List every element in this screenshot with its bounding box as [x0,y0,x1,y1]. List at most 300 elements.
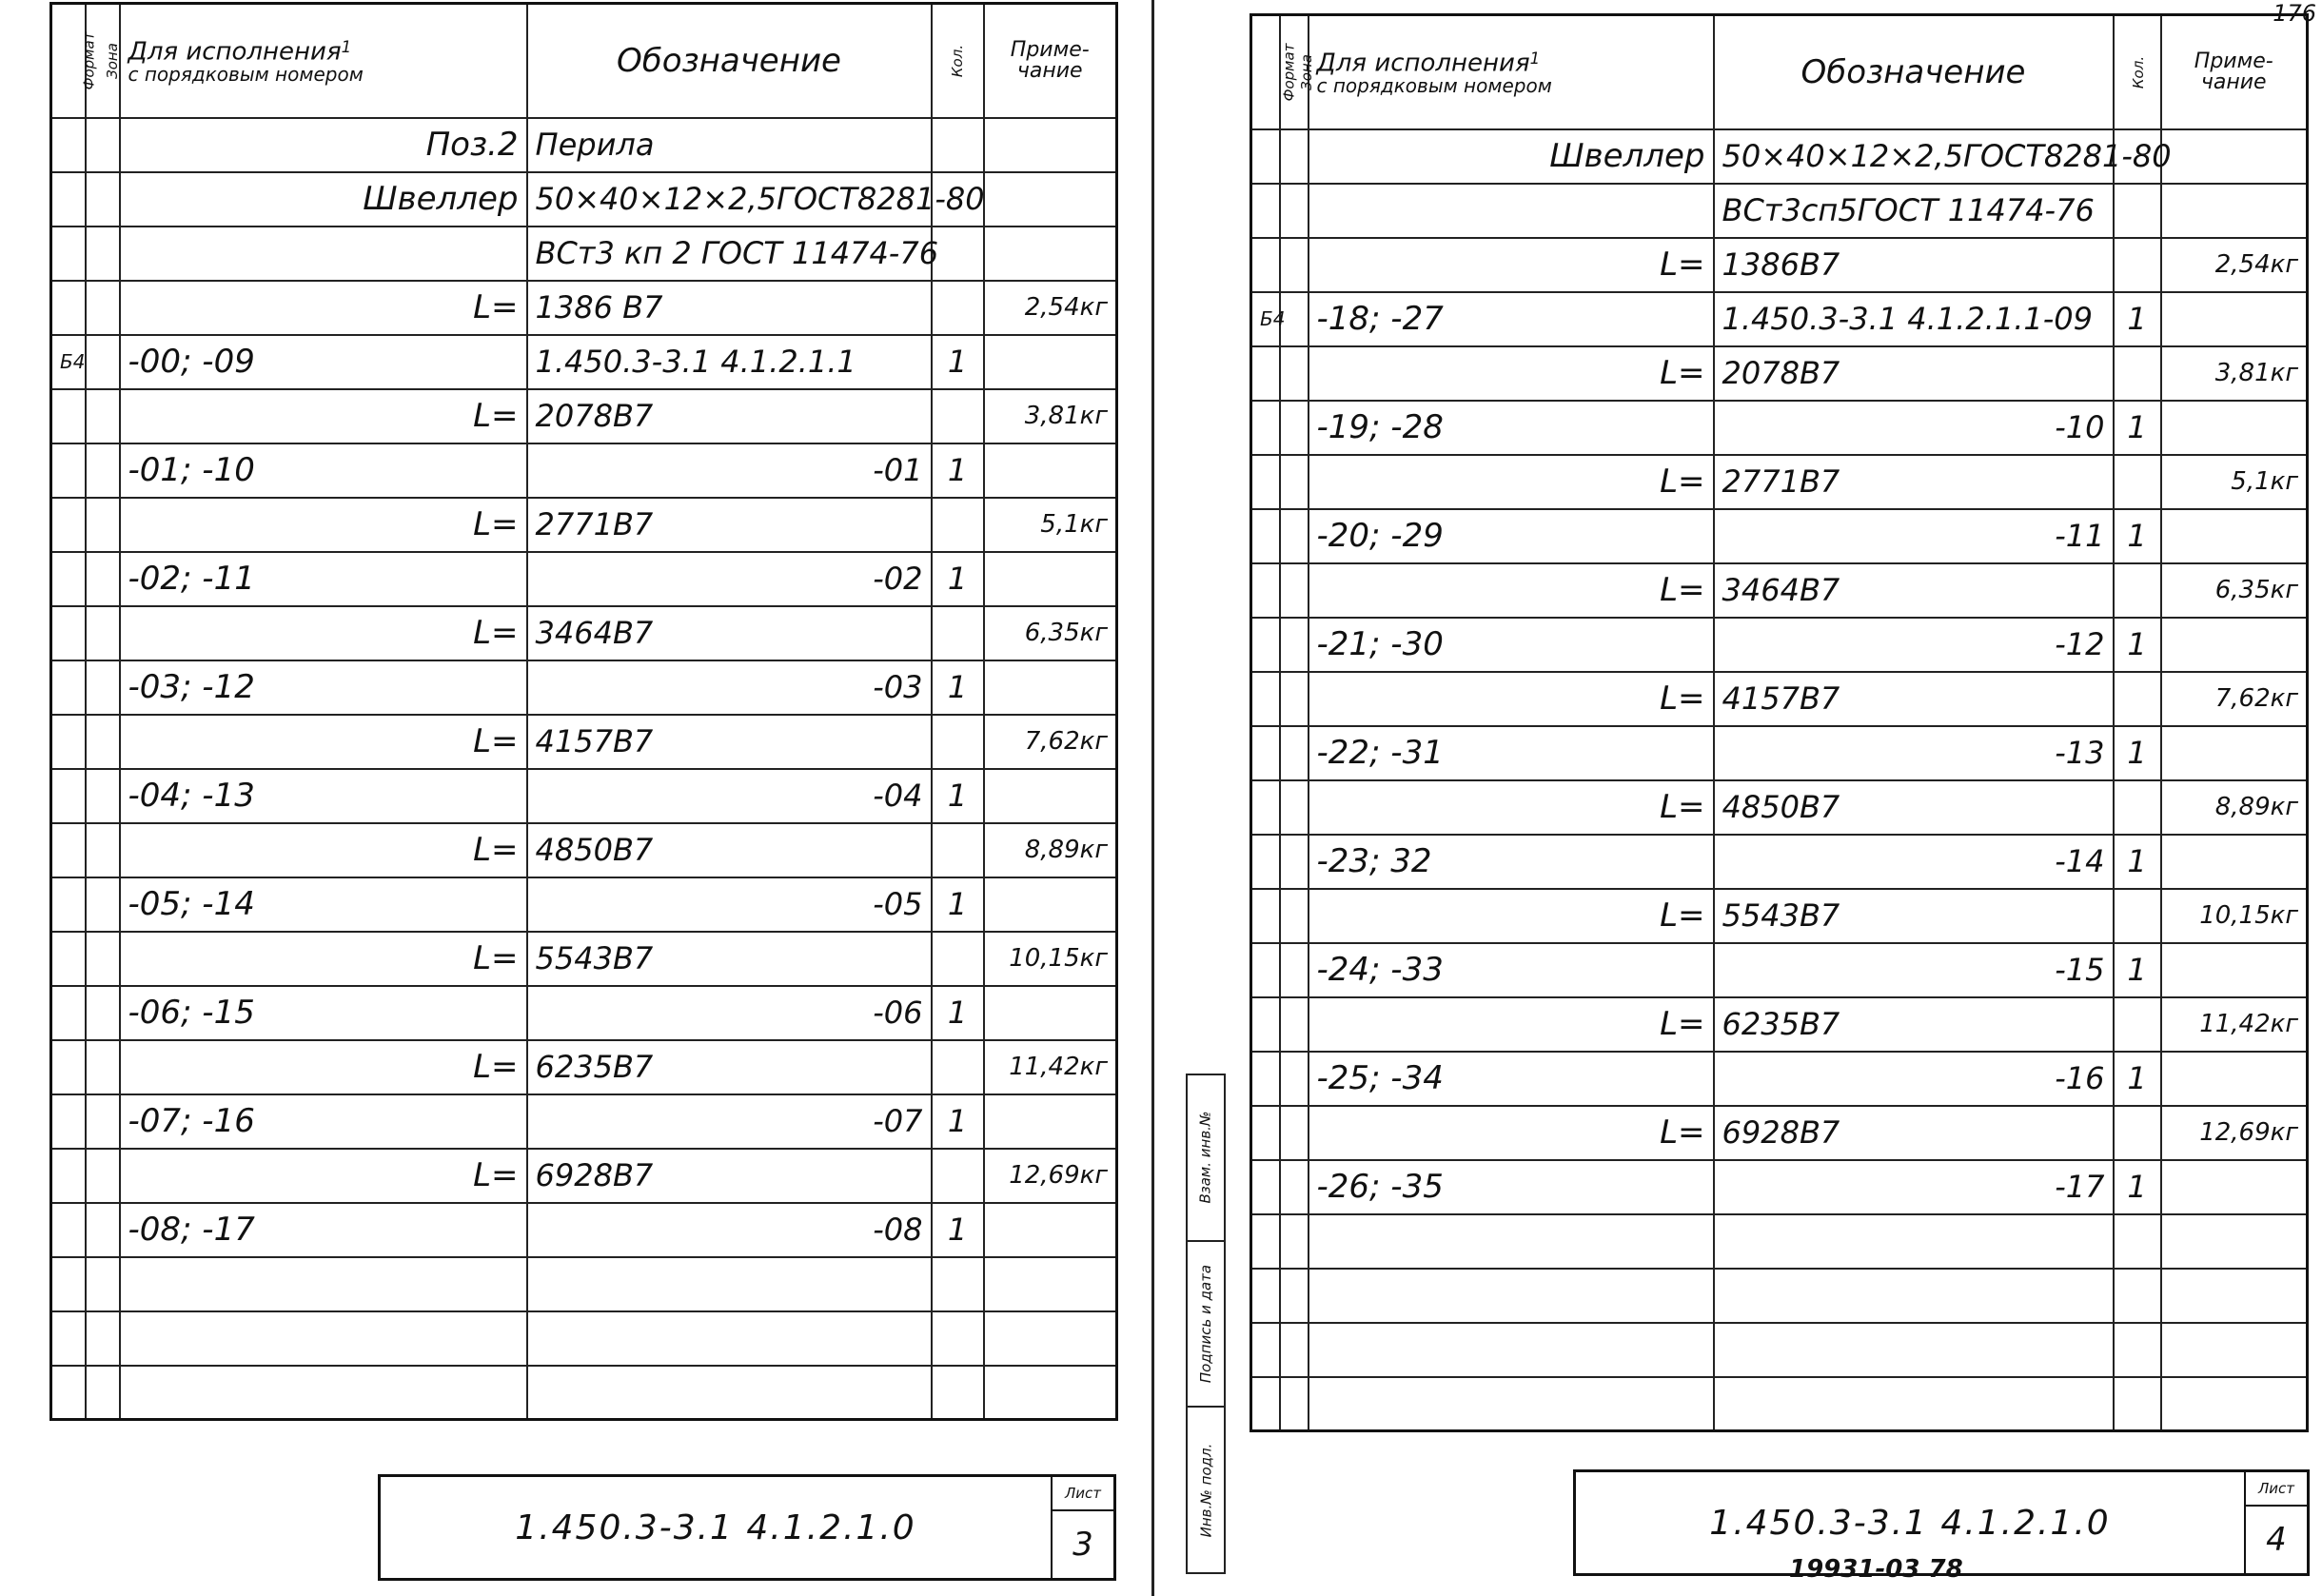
variant-cell: L= [1309,238,1714,292]
format-cell [51,1311,86,1366]
qty-cell: 1 [932,769,984,823]
note-cell: 8,89кг [2161,780,2308,835]
format-cell [1251,346,1280,401]
table-row [1251,997,2308,1052]
table-row [1251,1214,2308,1269]
table-row [1251,401,2308,455]
designation-cell: 50×40×12×2,5ГОСТ8281-80 [527,172,932,227]
note-cell [984,1257,1117,1311]
format-cell [51,932,86,986]
note-cell [2161,1214,2308,1269]
designation-cell: -17 [1714,1160,2114,1214]
variant-cell: L= [1309,780,1714,835]
table-row [51,986,1117,1040]
table-row [1251,292,2308,346]
table-row [1251,129,2308,184]
qty-cell: 1 [932,552,984,606]
qty-cell: 1 [2114,726,2161,780]
zone-cell [86,1149,120,1203]
note-cell: 8,89кг [984,823,1117,877]
designation-cell: -01 [527,443,932,498]
designation-cell [1714,1269,2114,1323]
zone-cell [86,606,120,660]
format-cell [51,1094,86,1149]
zone-cell [86,389,120,443]
designation-cell: -10 [1714,401,2114,455]
variant-cell: -07; -16 [120,1094,527,1149]
header-variant: Для исполнения$^1$ с порядковым номером [120,4,527,118]
variant-cell: -24; -33 [1309,943,1714,997]
designation-cell: 4157В7 [1714,672,2114,726]
zone-cell [86,1366,120,1420]
designation-cell: -13 [1714,726,2114,780]
format-cell: Б4 [51,335,86,389]
zone-cell [86,877,120,932]
header-zone: Зона [86,4,120,118]
zone-cell [86,769,120,823]
format-cell [1251,509,1280,563]
format-cell [51,660,86,715]
designation-cell [527,1366,932,1420]
table-row [1251,346,2308,401]
qty-cell: 1 [932,986,984,1040]
format-cell [51,715,86,769]
variant-cell: L= [120,389,527,443]
note-cell [2161,835,2308,889]
designation-cell: 6235В7 [1714,997,2114,1052]
table-row [1251,1377,2308,1431]
format-cell [1251,563,1280,618]
variant-cell: -20; -29 [1309,509,1714,563]
designation-cell: ВСт3 кп 2 ГОСТ 11474-76 [527,227,932,281]
approval-cell: Инв.№ подл. [1197,1443,1214,1538]
table-row [51,1040,1117,1094]
table-row [51,660,1117,715]
variant-cell [1309,184,1714,238]
qty-cell [2114,1323,2161,1377]
qty-cell [2114,1214,2161,1269]
format-cell [51,281,86,335]
page-divider [1151,0,1154,1596]
note-cell: 12,69кг [984,1149,1117,1203]
zone-cell [1280,184,1309,238]
designation-cell [1714,1214,2114,1269]
qty-cell: 1 [2114,401,2161,455]
note-cell: 5,1кг [984,498,1117,552]
zone-cell [1280,346,1309,401]
qty-cell [932,932,984,986]
note-cell: 6,35кг [984,606,1117,660]
qty-cell [932,1311,984,1366]
zone-cell [86,227,120,281]
note-cell [2161,726,2308,780]
designation-cell: 6235В7 [527,1040,932,1094]
zone-cell [1280,1106,1309,1160]
designation-cell: -05 [527,877,932,932]
header-variant: Для исполнения$^1$ с порядковым номером [1309,15,1714,129]
variant-cell: -06; -15 [120,986,527,1040]
zone-cell [1280,672,1309,726]
table-row [1251,1269,2308,1323]
table-header [51,4,1117,118]
note-cell [2161,1052,2308,1106]
qty-cell: 1 [2114,1160,2161,1214]
designation-cell: 3464В7 [1714,563,2114,618]
format-cell [1251,726,1280,780]
format-cell [51,823,86,877]
qty-cell: 1 [2114,292,2161,346]
variant-cell: -04; -13 [120,769,527,823]
table-row [51,1366,1117,1420]
designation-cell: 4157В7 [527,715,932,769]
variant-cell: L= [120,1040,527,1094]
table-row [51,335,1117,389]
table-row [1251,672,2308,726]
qty-cell [932,715,984,769]
zone-cell [1280,509,1309,563]
sheet-number: 4 [2266,1521,2287,1559]
zone-cell [86,823,120,877]
note-cell [2161,1269,2308,1323]
zone-cell [86,1040,120,1094]
format-cell [1251,455,1280,509]
variant-cell: -22; -31 [1309,726,1714,780]
table-row [51,498,1117,552]
qty-cell [2114,1106,2161,1160]
qty-cell [2114,563,2161,618]
variant-cell: L= [1309,455,1714,509]
note-cell: 7,62кг [984,715,1117,769]
designation-cell: 1.450.3-3.1 4.1.2.1.1 [527,335,932,389]
note-cell [984,769,1117,823]
zone-cell [1280,1052,1309,1106]
variant-cell: Швеллер [120,172,527,227]
variant-cell: L= [1309,672,1714,726]
zone-cell [1280,943,1309,997]
zone-cell [86,118,120,172]
spec-table-right [1250,13,2309,1432]
format-cell [51,552,86,606]
variant-cell: -18; -27 [1309,292,1714,346]
qty-cell [932,1257,984,1311]
table-row [1251,1052,2308,1106]
format-cell [51,606,86,660]
note-cell [984,118,1117,172]
designation-cell: 2078В7 [1714,346,2114,401]
variant-cell [1309,1214,1714,1269]
zone-cell [1280,1323,1309,1377]
table-row [1251,509,2308,563]
zone-cell [1280,238,1309,292]
variant-cell: L= [120,823,527,877]
variant-cell: -03; -12 [120,660,527,715]
table-row [51,715,1117,769]
format-cell [51,1257,86,1311]
table-row [1251,835,2308,889]
note-cell [2161,401,2308,455]
table-row [1251,618,2308,672]
variant-cell: -23; 32 [1309,835,1714,889]
zone-cell [1280,835,1309,889]
qty-cell [2114,346,2161,401]
format-cell [51,1203,86,1257]
designation-cell: 4850В7 [527,823,932,877]
note-cell [984,1094,1117,1149]
note-cell [2161,618,2308,672]
note-cell [984,1311,1117,1366]
variant-cell: -25; -34 [1309,1052,1714,1106]
note-cell [2161,184,2308,238]
zone-cell [1280,1214,1309,1269]
designation-cell: 1.450.3-3.1 4.1.2.1.1-09 [1714,292,2114,346]
header-qty: Кол. [2114,15,2161,129]
qty-cell: 1 [2114,1052,2161,1106]
sheet-number-box [2244,1472,2307,1573]
table-row [51,1149,1117,1203]
variant-cell: -05; -14 [120,877,527,932]
qty-cell [2114,184,2161,238]
note-cell [2161,1323,2308,1377]
variant-cell: L= [120,606,527,660]
format-cell [51,227,86,281]
variant-cell: -02; -11 [120,552,527,606]
format-cell [51,1366,86,1420]
format-cell [1251,889,1280,943]
qty-cell [2114,238,2161,292]
format-cell [51,443,86,498]
zone-cell [1280,1377,1309,1431]
zone-cell [86,1094,120,1149]
zone-cell [86,552,120,606]
format-cell [51,172,86,227]
designation-cell: -16 [1714,1052,2114,1106]
table-row [51,118,1117,172]
zone-cell [86,660,120,715]
qty-cell: 1 [932,877,984,932]
document-code: 1.450.3-3.1 4.1.2.1.0 [515,1507,916,1547]
designation-cell: 1386В7 [1714,238,2114,292]
designation-cell: 4850В7 [1714,780,2114,835]
table-row [51,172,1117,227]
variant-cell: L= [120,281,527,335]
qty-cell [932,1040,984,1094]
note-cell [2161,1160,2308,1214]
zone-cell [86,172,120,227]
note-cell [984,1366,1117,1420]
variant-cell: L= [120,1149,527,1203]
note-cell [984,227,1117,281]
header-note: Приме- чание [984,4,1117,118]
designation-cell: 3464В7 [527,606,932,660]
zone-cell [1280,563,1309,618]
qty-cell: 1 [2114,618,2161,672]
table-row [51,606,1117,660]
qty-cell [932,1366,984,1420]
table-row [51,1094,1117,1149]
qty-cell [2114,1377,2161,1431]
designation-cell: 2078В7 [527,389,932,443]
zone-cell [1280,455,1309,509]
table-row [1251,943,2308,997]
variant-cell [1309,1377,1714,1431]
format-cell [1251,1106,1280,1160]
qty-cell [2114,1269,2161,1323]
note-cell: 3,81кг [2161,346,2308,401]
note-cell: 2,54кг [2161,238,2308,292]
designation-cell: 5543В7 [1714,889,2114,943]
variant-cell [1309,1323,1714,1377]
designation-cell: 6928В7 [1714,1106,2114,1160]
zone-cell [86,1257,120,1311]
note-cell [984,443,1117,498]
qty-cell: 1 [932,443,984,498]
format-cell [1251,1052,1280,1106]
format-cell [51,498,86,552]
designation-cell: -06 [527,986,932,1040]
table-row [51,1203,1117,1257]
designation-cell: 1386 В7 [527,281,932,335]
qty-cell: 1 [2114,835,2161,889]
table-header [1251,15,2308,129]
qty-cell: 1 [932,1094,984,1149]
approval-strip [1186,1074,1226,1574]
zone-cell [86,715,120,769]
variant-cell: L= [1309,889,1714,943]
designation-cell: 2771В7 [1714,455,2114,509]
table-row [1251,726,2308,780]
qty-cell: 1 [2114,943,2161,997]
variant-cell: L= [120,715,527,769]
qty-cell: 1 [932,335,984,389]
table-row [51,443,1117,498]
format-cell [1251,997,1280,1052]
format-cell [51,1040,86,1094]
designation-cell [527,1257,932,1311]
qty-cell [932,823,984,877]
qty-cell [932,498,984,552]
table-row [1251,563,2308,618]
zone-cell [1280,889,1309,943]
zone-cell [86,281,120,335]
designation-cell: -15 [1714,943,2114,997]
table-row [1251,1106,2308,1160]
variant-cell [120,1257,527,1311]
qty-cell [932,227,984,281]
sheet-label: Лист [1053,1477,1113,1511]
zone-cell [86,1311,120,1366]
format-cell [1251,401,1280,455]
qty-cell: 1 [932,1203,984,1257]
variant-cell: L= [120,498,527,552]
variant-cell: L= [1309,1106,1714,1160]
designation-cell: -07 [527,1094,932,1149]
table-row [51,877,1117,932]
table-row [1251,455,2308,509]
zone-cell [86,498,120,552]
note-cell [2161,129,2308,184]
note-cell [984,172,1117,227]
zone-cell [1280,1269,1309,1323]
header-qty: Кол. [932,4,984,118]
header-format: Формат [51,4,86,118]
zone-cell [1280,618,1309,672]
sheet-left [49,2,1118,1564]
qty-cell [932,118,984,172]
format-cell [51,389,86,443]
designation-cell: -02 [527,552,932,606]
format-cell [51,118,86,172]
note-cell [2161,292,2308,346]
note-cell: 2,54кг [984,281,1117,335]
note-cell [984,986,1117,1040]
note-cell [2161,943,2308,997]
header-zone: Зона [1280,15,1309,129]
variant-cell: Швеллер [1309,129,1714,184]
note-cell [984,335,1117,389]
table-row [51,769,1117,823]
zone-cell [86,443,120,498]
table-row [51,227,1117,281]
sheet-number-box [1051,1477,1113,1578]
format-cell [51,769,86,823]
note-cell: 10,15кг [984,932,1117,986]
designation-cell [1714,1377,2114,1431]
designation-cell: Перила [527,118,932,172]
format-cell [1251,184,1280,238]
designation-cell: -04 [527,769,932,823]
note-cell: 11,42кг [2161,997,2308,1052]
variant-cell [120,1366,527,1420]
table-body [1251,129,2308,1431]
header-format: Формат [1251,15,1280,129]
variant-cell: -19; -28 [1309,401,1714,455]
variant-cell [120,1311,527,1366]
note-cell: 5,1кг [2161,455,2308,509]
note-cell: 12,69кг [2161,1106,2308,1160]
note-cell [984,660,1117,715]
format-cell [1251,1323,1280,1377]
qty-cell [932,606,984,660]
sheet-label: Лист [2246,1472,2307,1507]
note-cell: 3,81кг [984,389,1117,443]
zone-cell [1280,1160,1309,1214]
format-cell [1251,943,1280,997]
format-cell [1251,1377,1280,1431]
table-row [51,1311,1117,1366]
format-cell [51,877,86,932]
format-cell [1251,1214,1280,1269]
format-cell [51,1149,86,1203]
zone-cell [1280,997,1309,1052]
qty-cell: 1 [932,660,984,715]
table-row [51,281,1117,335]
header-designation: Обозначение [1714,15,2114,129]
variant-cell [120,227,527,281]
variant-cell: -08; -17 [120,1203,527,1257]
variant-cell [1309,1269,1714,1323]
note-cell [984,1203,1117,1257]
zone-cell [86,932,120,986]
format-cell [1251,672,1280,726]
zone-cell [1280,780,1309,835]
designation-cell [1714,1323,2114,1377]
variant-cell: L= [1309,563,1714,618]
qty-cell [2114,889,2161,943]
qty-cell: 1 [2114,509,2161,563]
format-cell [1251,780,1280,835]
title-block [378,1474,1116,1581]
qty-cell [2114,780,2161,835]
